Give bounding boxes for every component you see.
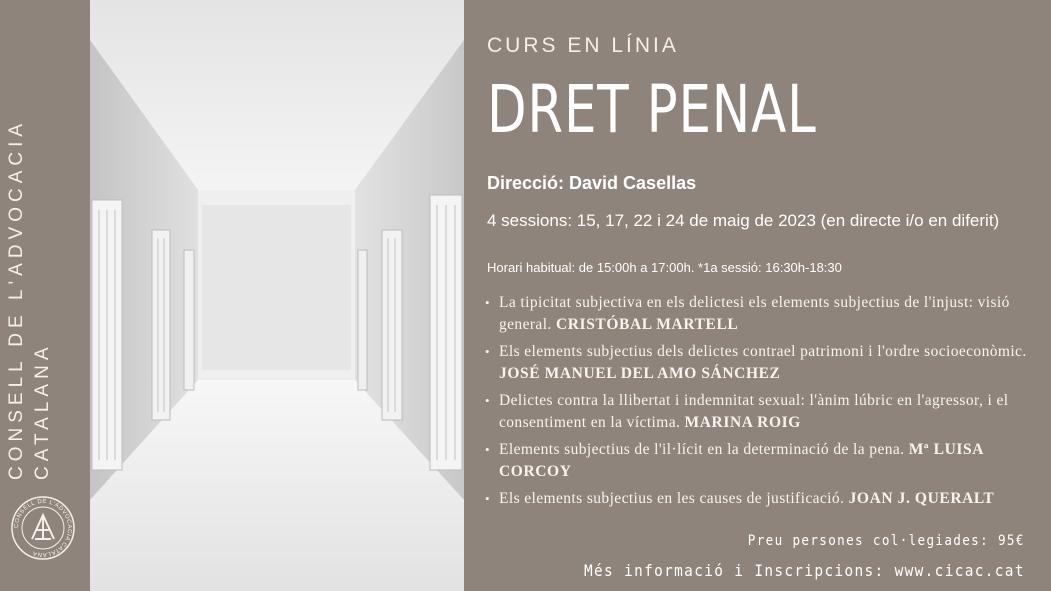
topic-speaker: JOSÉ MANUEL DEL AMO SÁNCHEZ	[499, 365, 781, 382]
list-item	[487, 292, 1047, 336]
topic-text: La tipicitat subjectiva en els delictesi els elements subjectius de l'injust: visió general.	[499, 294, 1010, 333]
topic-speaker: CRISTÓBAL MARTELL	[555, 316, 739, 333]
course-title: DRET PENAL	[487, 71, 817, 148]
topic-text: Els elements subjectius en les causes de justificació.	[499, 490, 849, 507]
course-schedule: Horari habitual: de 15:00h a 17:00h. *1a sessió: 16:30h-18:30	[487, 260, 842, 275]
list-item	[487, 390, 1047, 434]
course-sessions: 4 sessions: 15, 17, 22 i 24 de maig de 2023 (en directe i/o en diferit)	[487, 211, 1000, 230]
side-band	[0, 0, 90, 591]
course-direction: Direcció: David Casellas	[487, 173, 697, 193]
hallway-image	[90, 0, 464, 591]
list-item	[487, 439, 1047, 483]
list-item	[487, 341, 1047, 385]
seal-text: CONSELL DE L'ADVOCACIA CATALANA	[13, 498, 73, 558]
organization-name: CONSELL DE L'ADVOCACIA CATALANA	[6, 119, 53, 480]
list-item	[487, 488, 1047, 510]
seal-logo	[10, 495, 76, 561]
course-info	[487, 0, 1047, 591]
topic-text: Delictes contra la llibertat i indemnitat sexual: l'ànim lúbric en l'agressor, i el consentiment en la víctima.	[499, 392, 1009, 431]
info-link[interactable]: Més informació i Inscripcions: www.cicac.cat	[584, 561, 1025, 580]
topic-speaker: JOAN J. QUERALT	[848, 490, 995, 507]
topic-speaker: Mª LUISA CORCOY	[499, 441, 984, 480]
price-text: Preu persones col·legiades: 95€	[747, 533, 1025, 549]
topic-speaker: MARINA ROIG	[684, 414, 801, 431]
topic-text: Els elements subjectius dels delictes contrael patrimoni i l'ordre socioeconòmic.	[499, 343, 1027, 360]
course-kicker: CURS EN LÍNIA	[487, 34, 679, 57]
topic-list	[487, 292, 1047, 515]
topic-text: Elements subjectius de l'il·lícit en la determinació de la pena.	[499, 441, 909, 458]
